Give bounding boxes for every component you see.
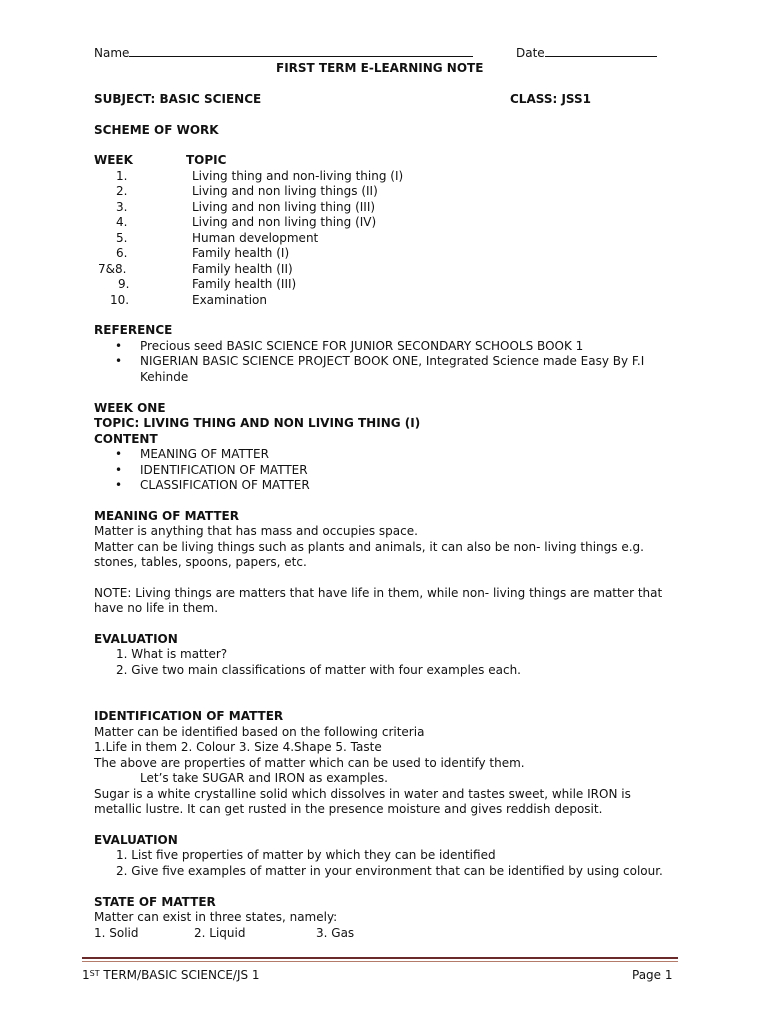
note-paragraph: NOTE: Living things are matters that have life in them, while non- living things are matter that: [94, 586, 663, 600]
content-item: • IDENTIFICATION OF MATTER: [140, 463, 308, 478]
state-text: Matter can exist in three states, namely:: [94, 910, 338, 924]
reference-item: • NIGERIAN BASIC SCIENCE PROJECT BOOK ONE, Integrated Science made Easy By F.I: [140, 354, 644, 369]
subject-label: SUBJECT: BASIC SCIENCE: [94, 92, 262, 106]
identification-text: The above are properties of matter which can be used to identify them.: [94, 756, 525, 770]
state-item: 2. Liquid: [194, 926, 246, 940]
footer-label: [82, 968, 260, 983]
evaluation-heading: EVALUATION: [94, 632, 178, 646]
week-topic: Living and non living things (II): [192, 184, 378, 198]
meaning-paragraph: stones, tables, spoons, papers, etc.: [94, 555, 307, 569]
week-topic: Family health (II): [192, 262, 293, 276]
identification-criteria: 1.Life in them 2. Colour 3. Size 4.Shape 5. Taste: [94, 740, 382, 754]
week-number: 6.: [116, 246, 128, 260]
week-topic: Examination: [192, 293, 268, 307]
meaning-paragraph: Matter is anything that has mass and occupies space.: [94, 524, 418, 538]
name-field: [94, 45, 473, 61]
footer-term-text: TERM/BASIC SCIENCE/JS 1: [99, 968, 260, 982]
content-item: • MEANING OF MATTER: [140, 447, 269, 462]
date-field: [516, 45, 657, 61]
footer-term-suffix: ST: [89, 969, 100, 978]
state-item: 1. Solid: [94, 926, 139, 940]
week-one-heading: WEEK ONE: [94, 401, 166, 415]
identification-text: Let’s take SUGAR and IRON as examples.: [140, 771, 388, 785]
state-item: 3. Gas: [316, 926, 355, 940]
content-item: • CLASSIFICATION OF MATTER: [140, 478, 310, 493]
evaluation-question: 2. Give five examples of matter in your environment that can be identified by using colour.: [116, 864, 663, 878]
footer-rule: [82, 957, 678, 959]
week-topic: Family health (III): [192, 277, 297, 291]
week-number: 4.: [116, 215, 128, 229]
note-paragraph: have no life in them.: [94, 601, 219, 615]
footer-rule-thin: [82, 961, 678, 962]
reference-heading: REFERENCE: [94, 323, 173, 337]
meaning-heading: MEANING OF MATTER: [94, 509, 239, 523]
scheme-heading: SCHEME OF WORK: [94, 123, 219, 137]
document-title: FIRST TERM E-LEARNING NOTE: [276, 61, 484, 75]
evaluation-heading: EVALUATION: [94, 833, 178, 847]
content-heading: CONTENT: [94, 432, 158, 446]
week-number: 5.: [116, 231, 128, 245]
week-number: 10.: [110, 293, 130, 307]
meaning-paragraph: Matter can be living things such as plants and animals, it can also be non- living things e.g.: [94, 540, 644, 554]
identification-heading: IDENTIFICATION OF MATTER: [94, 709, 284, 723]
identification-text: metallic lustre. It can get rusted in the presence moisture and gives reddish deposit.: [94, 802, 603, 816]
identification-text: Matter can be identified based on the following criteria: [94, 725, 425, 739]
week-topic: Living and non living thing (IV): [192, 215, 377, 229]
week-number: 2.: [116, 184, 128, 198]
class-label: CLASS: JSS1: [510, 92, 592, 106]
week-column-header: WEEK: [94, 153, 133, 167]
evaluation-question: 2. Give two main classifications of matter with four examples each.: [116, 663, 521, 677]
week-topic: Living and non living thing (III): [192, 200, 376, 214]
evaluation-question: 1. List five properties of matter by which they can be identified: [116, 848, 496, 862]
page-number: Page 1: [632, 968, 673, 982]
footer-term-number: 1: [82, 968, 90, 982]
name-label: Name: [94, 46, 130, 60]
date-label: Date: [516, 46, 545, 60]
reference-item: • Precious seed BASIC SCIENCE FOR JUNIOR SECONDARY SCHOOLS BOOK 1: [140, 339, 583, 354]
week-number: 3.: [116, 200, 128, 214]
evaluation-question: 1. What is matter?: [116, 647, 228, 661]
date-blank-line: [545, 45, 657, 57]
name-blank-line: [129, 45, 473, 57]
week-number: 7&8.: [98, 262, 127, 276]
week-one-topic: TOPIC: LIVING THING AND NON LIVING THING (I): [94, 416, 421, 430]
week-number: 1.: [116, 169, 128, 183]
identification-text: Sugar is a white crystalline solid which dissolves in water and tastes sweet, while IRON is: [94, 787, 631, 801]
state-heading: STATE OF MATTER: [94, 895, 216, 909]
week-topic: Human development: [192, 231, 319, 245]
topic-column-header: TOPIC: [186, 153, 227, 167]
week-topic: Family health (I): [192, 246, 290, 260]
reference-item-continuation: Kehinde: [140, 370, 189, 384]
week-topic: Living thing and non-living thing (I): [192, 169, 404, 183]
week-number: 9.: [118, 277, 130, 291]
